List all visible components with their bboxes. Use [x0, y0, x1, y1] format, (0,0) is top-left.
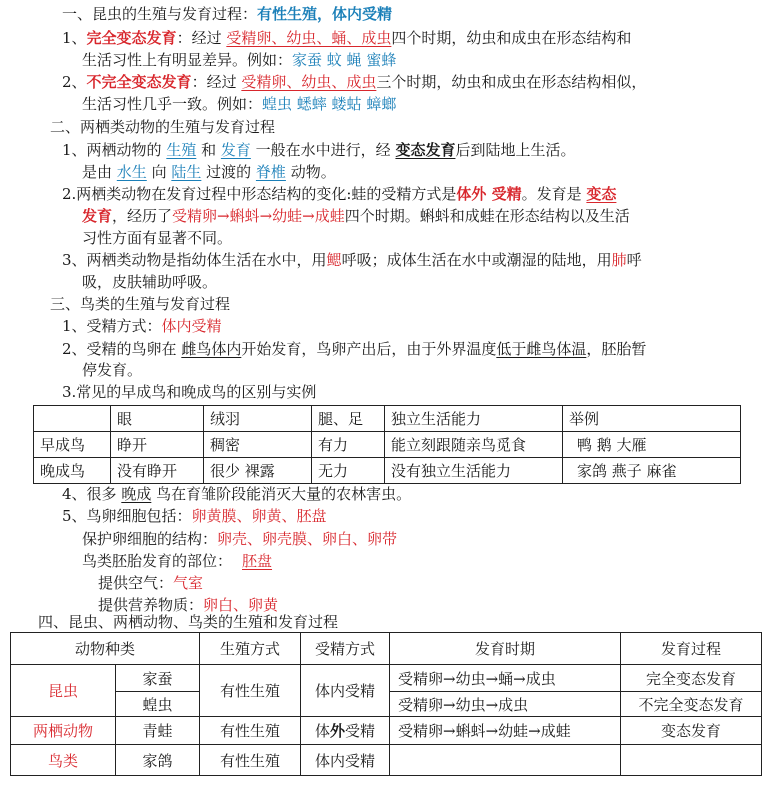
- table-cell: [390, 665, 621, 692]
- table-row: [34, 432, 741, 458]
- table-cell: 有力: [312, 432, 385, 458]
- table-cell: 受精方式: [301, 633, 390, 665]
- fill-protective-structures: 卵壳、卵壳膜、卵白、卵带: [217, 530, 398, 548]
- stages-complete: 受精卵、幼虫、蛹、成虫: [226, 29, 392, 47]
- table-cell: 昆虫: [11, 665, 116, 717]
- fill-below-body-temp: 低于雌鸟体温: [496, 340, 587, 358]
- text: 3、两栖类动物是指幼体生活在水中，用: [62, 251, 327, 269]
- table-cell: 独立生活能力: [385, 406, 563, 432]
- term-incomplete-metamorphosis: 不完全变态发育: [86, 73, 192, 91]
- s2-p2-line2: [82, 206, 630, 226]
- s3-p5-line1: [62, 506, 327, 526]
- table-cell: [34, 406, 111, 432]
- comparison-table: [10, 632, 762, 776]
- text: 呼: [626, 251, 642, 269]
- s2-p1-line2: [82, 162, 336, 182]
- bird-comparison-table: [33, 405, 741, 484]
- table-cell: 睁开: [111, 432, 204, 458]
- table-cell: 发育时期: [390, 633, 621, 665]
- section2-heading: 二、两栖类动物的生殖与发育过程: [50, 118, 276, 136]
- table-cell: 发育过程: [621, 633, 762, 665]
- text: 提供营养物质：: [98, 596, 204, 614]
- table-cell: 没有独立生活能力: [385, 458, 563, 484]
- table-cell: 动物种类: [11, 633, 200, 665]
- text: 一般在水中进行，经: [250, 141, 396, 159]
- s1-p2-line1: [62, 72, 646, 92]
- text: ：经过: [191, 73, 242, 91]
- table-cell: 鸟类: [11, 745, 116, 776]
- fill-in-female: 雌鸟体内: [181, 340, 242, 358]
- item-number: 2、: [62, 73, 87, 91]
- table-cell: 完全变态发育: [621, 665, 762, 692]
- fill-air-sac: 气室: [173, 574, 204, 592]
- table-cell: 生殖方式: [200, 633, 301, 665]
- fill-metamorphosis-b: 发育: [82, 207, 113, 225]
- term-complete-metamorphosis: 完全变态发育: [86, 29, 177, 47]
- s3-p5-line4: [98, 573, 203, 593]
- fill-gills: 鳃: [326, 251, 342, 269]
- table-cell: 体内受精: [301, 665, 390, 717]
- s2-p2-line3: 习性方面有显著不同。: [82, 229, 233, 247]
- stages-text: 受精卵→蝌蚪→幼蛙→成蛙: [398, 722, 571, 740]
- text: 和: [196, 141, 221, 159]
- table-cell: 家鸽 燕子 麻雀: [563, 458, 741, 484]
- table-cell: 腿、足: [312, 406, 385, 432]
- table-cell: 很少 裸露: [204, 458, 312, 484]
- table-cell: [390, 692, 621, 717]
- fill-aquatic: 水生: [116, 163, 147, 181]
- table-cell: 晚成鸟: [34, 458, 111, 484]
- table-cell: 不完全变态发育: [621, 692, 762, 717]
- s3-p3: 3.常见的早成鸟和晚成鸟的区别与实例: [62, 383, 317, 401]
- section1-key: 有性生殖，体内受精: [257, 5, 393, 23]
- s1-p2-line2: [82, 94, 396, 114]
- table-row: [34, 458, 741, 484]
- fill-metamorphosis: 变态发育: [395, 141, 456, 159]
- s3-p2-line1: [62, 339, 646, 359]
- table-row: [11, 665, 762, 692]
- fill-nutrients: 卵白、卵黄: [203, 596, 279, 614]
- table-header-row: [34, 406, 741, 432]
- text: 四个时期。蝌蚪和成蛙在形态结构以及生活: [344, 207, 630, 225]
- text: 开始发育，鸟卵产出后，由于外界温度: [241, 340, 497, 358]
- fill-egg-cell: 卵黄膜、卵黄、胚盘: [191, 507, 327, 525]
- s3-p2-line2: 停发育。: [82, 361, 143, 379]
- fill-development: 发育: [220, 141, 251, 159]
- section1-heading: [62, 4, 392, 24]
- table-cell: 稠密: [204, 432, 312, 458]
- table-cell: 鸭 鹅 大雁: [563, 432, 741, 458]
- text: 2、受精的鸟卵在: [62, 340, 182, 358]
- text: 向: [146, 163, 172, 181]
- fill-germinal-disc: 胚盘: [242, 552, 273, 570]
- table-cell: 有性生殖: [200, 665, 301, 717]
- fill-external-fertilization: 体外 受精: [456, 185, 522, 203]
- text: ：经过: [176, 29, 227, 47]
- table-cell: 早成鸟: [34, 432, 111, 458]
- fill-altricial: 晚成: [121, 485, 152, 503]
- stages-incomplete: 受精卵、幼虫、成虫: [241, 73, 377, 91]
- stages-text: 受精卵→幼虫→成虫: [398, 695, 529, 714]
- examples-incomplete: 蝗虫 蟋蟀 蝼蛄 蟑螂: [262, 95, 397, 113]
- table-cell: 蝗虫: [116, 692, 200, 717]
- s3-p1: [62, 316, 222, 336]
- text: 呼吸；成体生活在水中或潮湿的陆地，用: [341, 251, 612, 269]
- table-cell: 青蛙: [116, 717, 200, 745]
- text: 1、受精方式：: [62, 317, 162, 335]
- table-cell: 家鸽: [116, 745, 200, 776]
- text: 三个时期，幼虫和成虫在形态结构相似，: [376, 73, 647, 91]
- text: 过渡的: [201, 163, 256, 181]
- table-cell: [301, 717, 390, 745]
- table-cell: [390, 717, 621, 745]
- fill-terrestrial: 陆生: [171, 163, 202, 181]
- text: ，经历了: [112, 207, 173, 225]
- table-row: [11, 745, 762, 776]
- fill-vertebrate: 脊椎: [255, 163, 286, 181]
- table-cell: [390, 745, 621, 776]
- s2-p1-line1: [62, 140, 575, 160]
- table-cell: 没有睁开: [111, 458, 204, 484]
- s1-p1-line1: [62, 28, 631, 48]
- table-cell: 有性生殖: [200, 745, 301, 776]
- table-row: [11, 717, 762, 745]
- text: 提供空气：: [98, 574, 174, 592]
- text: 保护卵细胞的结构：: [82, 530, 218, 548]
- fill-internal-fertilization: 体内受精: [161, 317, 222, 335]
- s2-p3-line2: 吸，皮肤辅助呼吸。: [82, 273, 218, 291]
- s3-p5-line3: [82, 551, 272, 571]
- table-cell: 体内受精: [301, 745, 390, 776]
- text-emphasis: 外: [330, 722, 346, 740]
- s3-p4: [62, 484, 411, 504]
- fill-metamorphosis-a: 变态: [586, 185, 617, 203]
- text: 鸟类胚胎发育的部位：: [82, 552, 233, 570]
- text: 4、很多: [62, 485, 122, 503]
- table-cell: 眼: [111, 406, 204, 432]
- table-cell: 两栖动物: [11, 717, 116, 745]
- table-cell: 有性生殖: [200, 717, 301, 745]
- text: 鸟在育雏阶段能消灭大量的农林害虫。: [151, 485, 412, 503]
- text: 体: [315, 722, 331, 740]
- text: 生活习性几乎一致。例如：: [82, 95, 263, 113]
- text: ，胚胎暂: [586, 340, 647, 358]
- text: 2.两栖类动物在发育过程中形态结构的变化:蛙的受精方式是: [62, 185, 457, 203]
- table-cell: 能立刻跟随亲鸟觅食: [385, 432, 563, 458]
- text: 动物。: [285, 163, 336, 181]
- s2-p3-line1: [62, 250, 642, 270]
- text: 受精: [345, 722, 376, 740]
- s1-p1-line2: [82, 50, 396, 70]
- examples-complete: 家蚕 蚊 蝇 蜜蜂: [292, 51, 397, 69]
- text: 5、鸟卵细胞包括：: [62, 507, 192, 525]
- table-cell: 家蚕: [116, 665, 200, 692]
- text: 。发育是: [521, 185, 587, 203]
- s3-p5-line2: [82, 529, 397, 549]
- table-cell: 变态发育: [621, 717, 762, 745]
- text: 1、两栖动物的: [62, 141, 167, 159]
- text: 四个时期，幼虫和成虫在形态结构和: [391, 29, 632, 47]
- fill-reproduction: 生殖: [166, 141, 197, 159]
- table-cell: 无力: [312, 458, 385, 484]
- stages-text: 受精卵→幼虫→蛹→成虫: [398, 669, 556, 688]
- text: 生活习性上有明显差异。例如：: [82, 51, 293, 69]
- section1-title: 一、昆虫的生殖与发育过程：: [62, 5, 258, 23]
- table-cell: [621, 745, 762, 776]
- table-cell: 绒羽: [204, 406, 312, 432]
- section4-heading: 四、昆虫、两栖动物、鸟类的生殖和发育过程: [38, 613, 339, 631]
- s2-p2-line1: [62, 184, 616, 204]
- frog-stages: 受精卵→蝌蚪→幼蛙→成蛙: [172, 207, 345, 225]
- text: 后到陆地上生活。: [455, 141, 576, 159]
- text: 是由: [82, 163, 117, 181]
- item-number: 1、: [62, 29, 87, 47]
- fill-lungs: 肺: [611, 251, 627, 269]
- table-header-row: [11, 633, 762, 665]
- section3-heading: 三、鸟类的生殖与发育过程: [50, 295, 231, 313]
- table-cell: 举例: [563, 406, 741, 432]
